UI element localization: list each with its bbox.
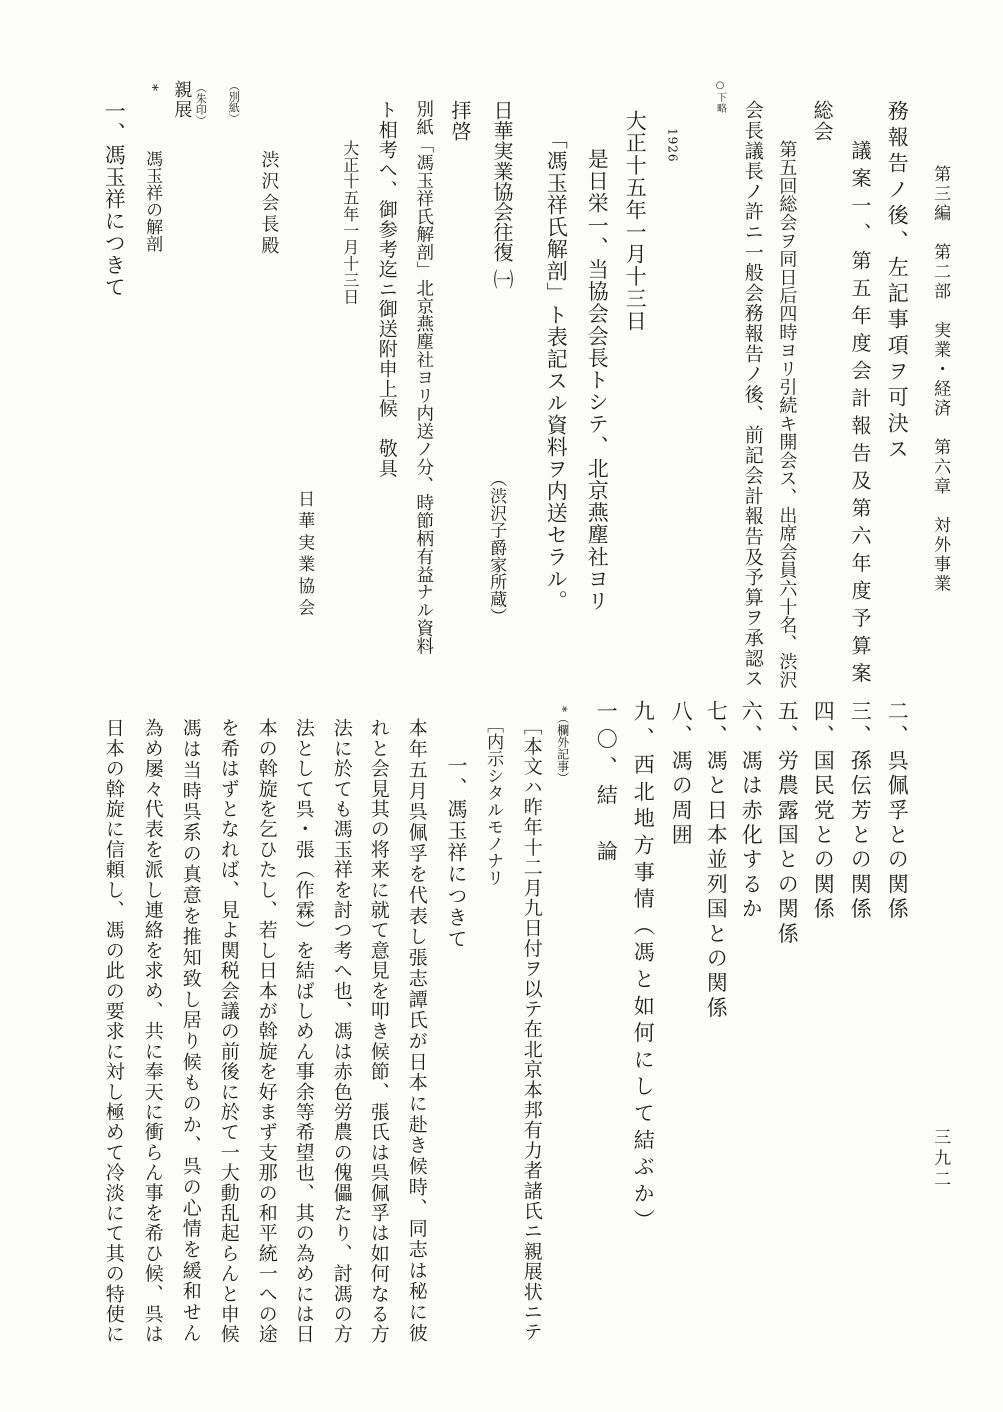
contents-item: 六、馮は赤化するか	[739, 700, 764, 923]
attachment-label: （別紙）	[227, 80, 241, 124]
body-text-line: 日本の斡旋に信頼し、馮の此の要求に対し極めて冷淡にて其の特使に	[102, 718, 125, 1345]
contents-item: 五、労農露国との関係	[775, 700, 800, 947]
letter-body-line: 別紙「馮玉祥氏解剖」北京燕塵社ヨリ内送ノ分、時節柄有益ナル資料	[413, 100, 434, 655]
body-text-line: を希はずとなれば、見よ関税会議の前後に於て一大動乱起らんと申候	[217, 718, 240, 1345]
entry-date: 大正十五年一月十三日	[623, 110, 648, 332]
contents-item: 二、呉佩孚との関係	[885, 700, 910, 923]
margin-note-label: *（欄外記事）	[555, 706, 570, 784]
margin-note-line: ［内示シタルモノナリ	[483, 716, 504, 886]
body-text-line: 法として呉・張（作霖）を結ばしめん事余等希望也、其の為めには日	[292, 718, 315, 1345]
contents-item: 一〇、結 論	[594, 700, 619, 868]
running-head: 第三編 第二部 実業・経済 第六章 対外事業	[930, 165, 951, 594]
contents-item: 三、孫伝芳との関係	[848, 700, 873, 923]
meeting-heading: 総会	[810, 100, 834, 142]
source-holder: （渋沢子爵家所蔵）	[486, 470, 507, 625]
body-text-line: 為め屡々代表を派し連絡を求め、共に奉天に衝らん事を希ひ候、呉は	[141, 718, 164, 1345]
section-heading: 一、馮玉祥につきて	[444, 755, 468, 951]
body-text-line: 法に於ても馮玉祥を討つ考へ也、馮は赤色労農の傀儡たり、討馮の方	[330, 718, 353, 1345]
letter-addressee: 渋沢会長殿	[258, 150, 280, 258]
contents-item: 七、馮と日本並列国との関係	[704, 700, 729, 1022]
body-text-line: れと会見其の将来に就て意見を叩き候節、張氏は呉佩孚は如何なる方	[367, 718, 390, 1345]
body-text-line: 本の斡旋を乞ひたし、若し日本が斡旋を好まず支那の和平統一への途	[255, 718, 278, 1345]
omission-note: ○下略	[714, 80, 726, 114]
entry-summary-line: 「馮玉祥氏解剖」ト表記スル資料ヲ内送セラル。	[544, 128, 569, 612]
contents-item: 一、馮玉祥につきて	[102, 100, 127, 298]
agenda-item: 議案一、第五年度会計報告及第六年度予算案	[848, 140, 872, 690]
page-number: 三九二	[930, 1128, 951, 1191]
letter-body-line: ト相考へ、御参考迄ニ御送附申上候 敬具	[375, 100, 398, 479]
continued-line: 務報告ノ後、左記事項ヲ可決ス	[885, 100, 910, 464]
meeting-body-line: 第五回総会ヲ同日后四時ヨリ引続キ開会ス、出席会員六十名、渋沢	[776, 140, 798, 689]
body-text-line: 馮は当時呉系の真意を推知致し居り候ものか、呉の心情を緩和せん	[179, 718, 202, 1344]
body-text-line: 本年五月呉佩孚を代表し張志譚氏が日本に赴き候時、同志は秘に彼	[405, 718, 428, 1344]
contents-item: 九、西北地方事情（馮と如何にして結ぶか）	[631, 700, 656, 1236]
attachment-title: 馮玉祥の解剖	[142, 150, 163, 252]
letter-date: 大正十五年一月十三日	[340, 140, 360, 305]
asterisk-mark: *	[144, 84, 161, 91]
contents-item: 八、馮の周囲	[669, 700, 694, 849]
seal-note: （朱印）	[194, 82, 208, 126]
contents-item: 四、国民党との関係	[811, 700, 836, 923]
source-title: 日華実業協会往復 ㈠	[490, 100, 514, 290]
entry-summary-line: 是日栄一、当協会会長トシテ、北京燕塵社ヨリ	[585, 148, 610, 613]
meeting-body-line: 会長議長ノ許ニ一般会務報告ノ後、前記会計報告及予算ヲ承認ス	[741, 100, 764, 689]
letter-salutation: 拝啓	[448, 100, 472, 142]
western-year-annotation: 1926	[665, 128, 680, 163]
letter-sender: 日華実業協会	[294, 490, 315, 621]
confidential-mark: 親展	[171, 80, 193, 120]
margin-note-line: ［本文ハ昨年十二月九日付ヲ以テ在北京本邦有力者諸氏ニ親展状ニテ	[520, 716, 543, 1343]
